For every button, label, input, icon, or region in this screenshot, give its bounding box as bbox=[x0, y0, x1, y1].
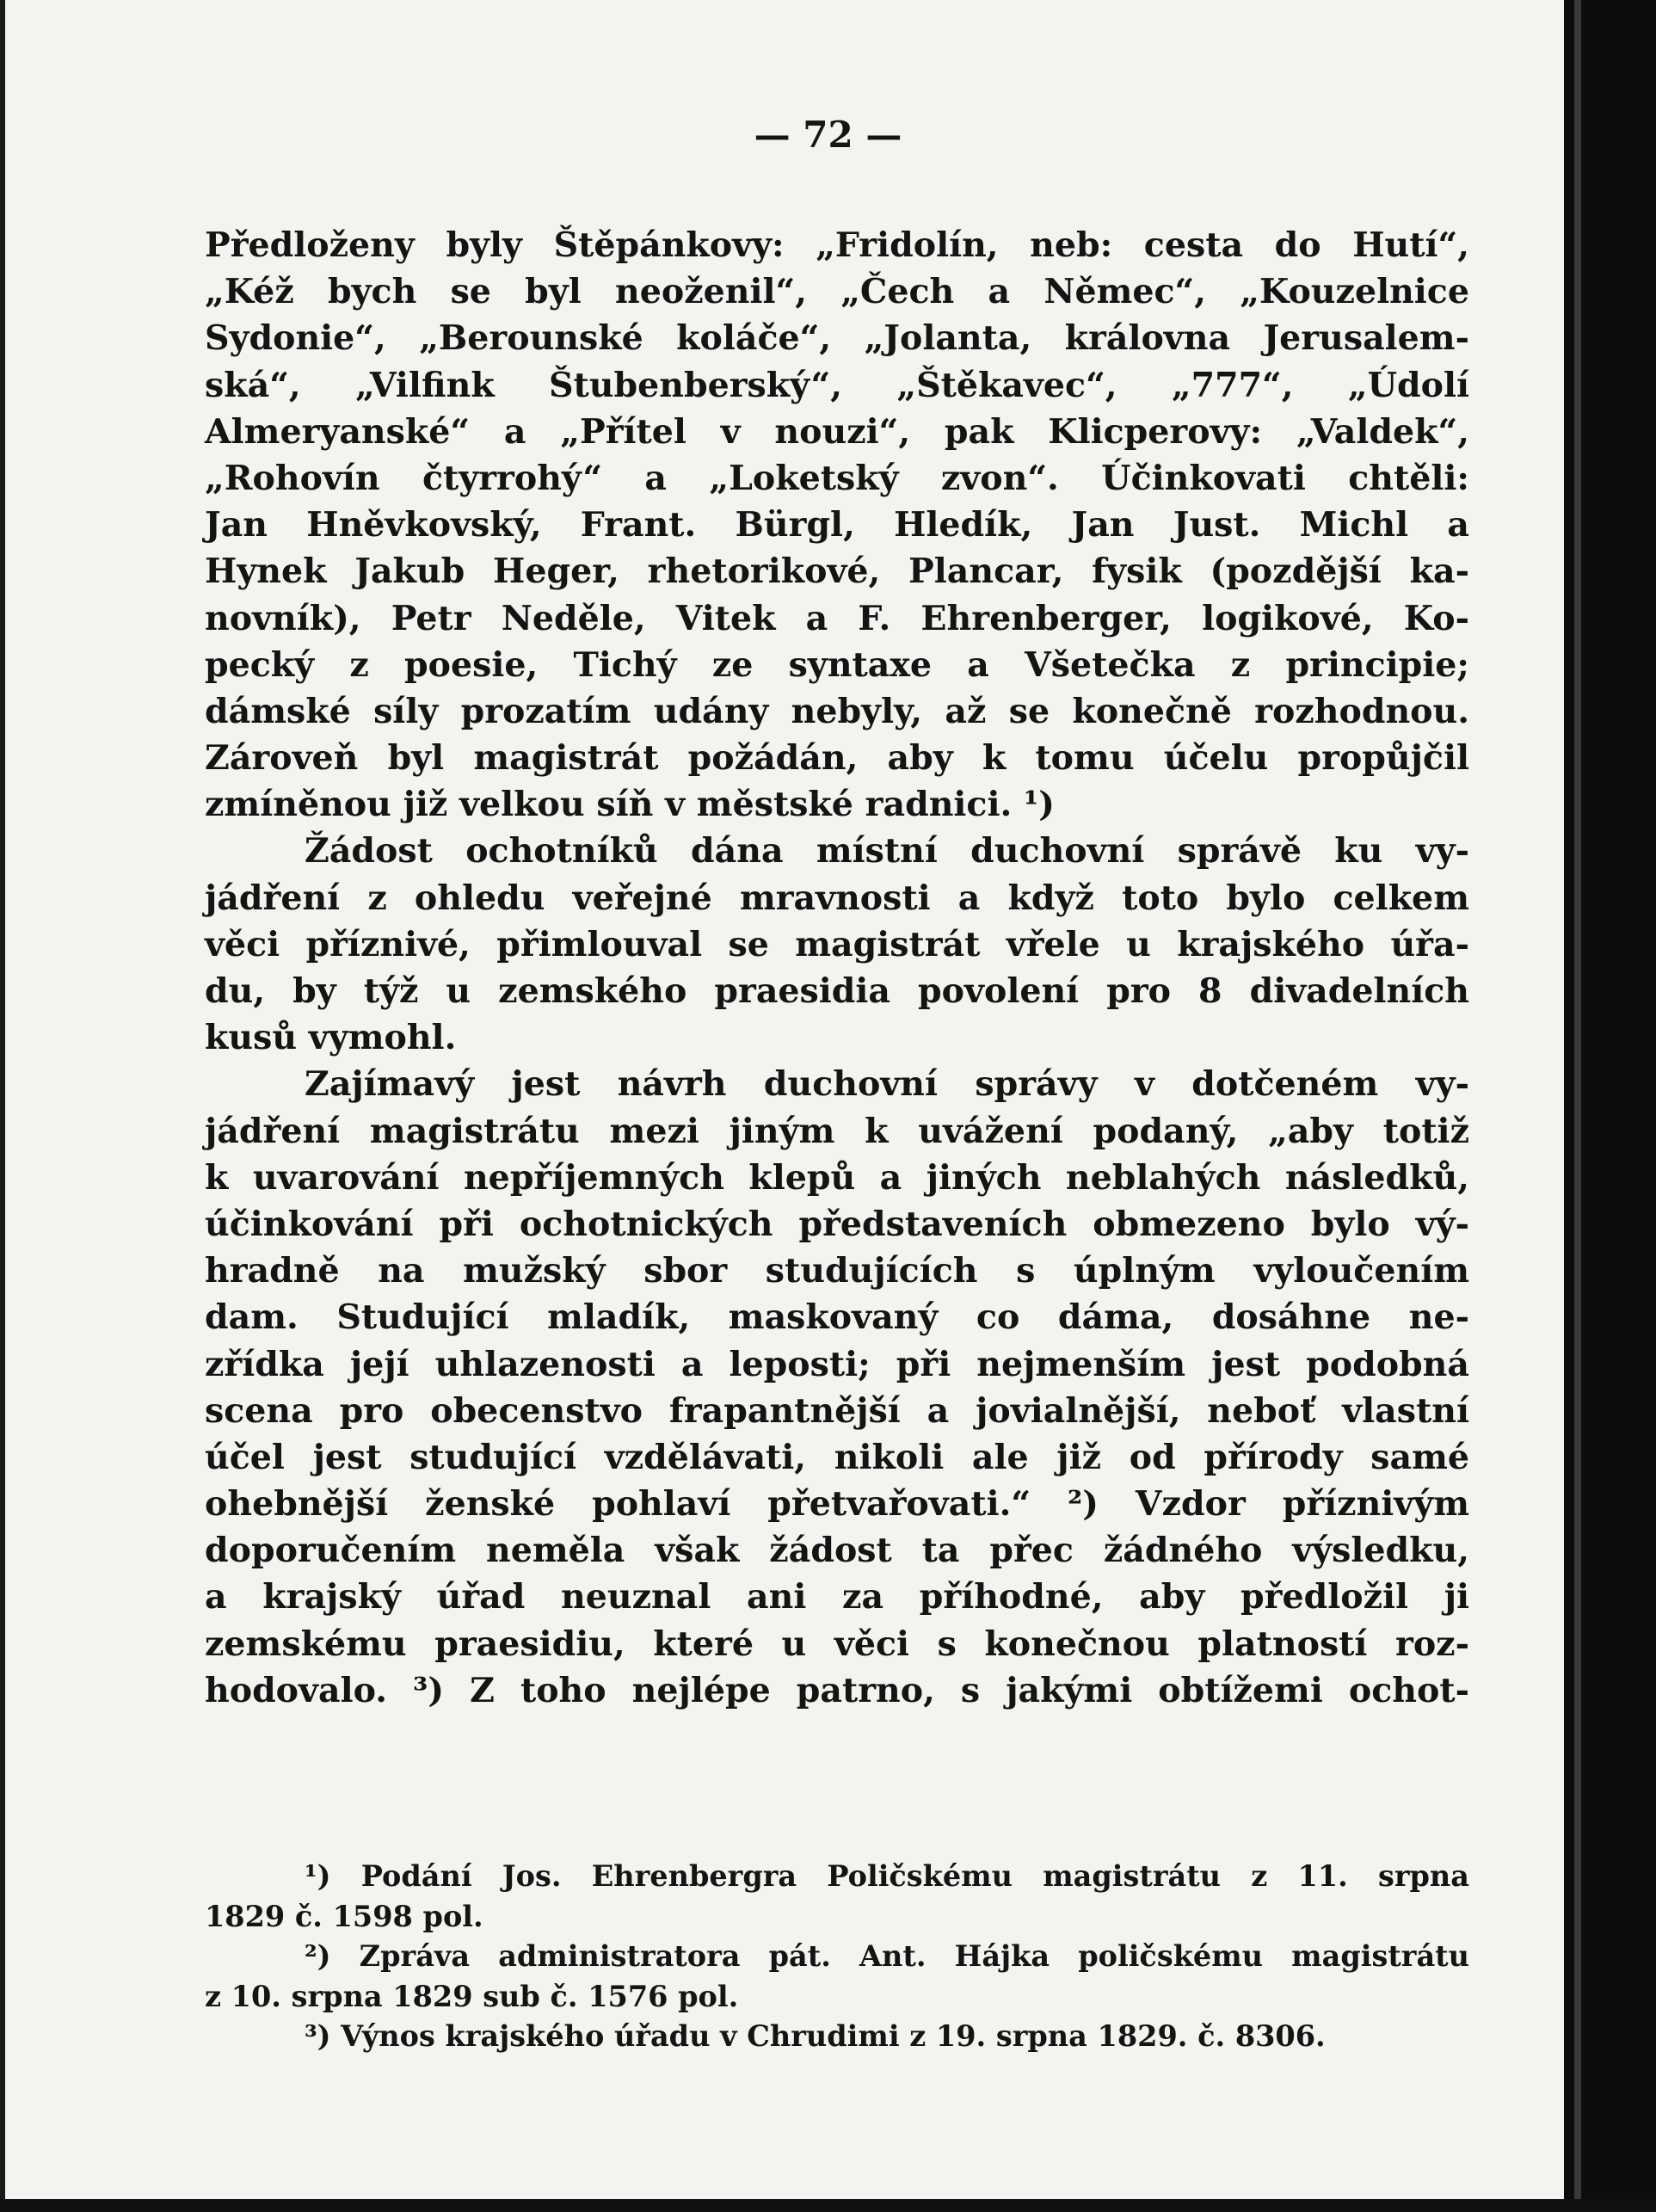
text-line: scena pro obecenstvo frapantnější a jovialnější, neboť vlastní bbox=[205, 1390, 1469, 1431]
text-line: účinkování při ochotnických představeních obmezeno bylo vý- bbox=[205, 1204, 1469, 1244]
text-line: jádření magistrátu mezi jiným k uvážení podaný, „aby totiž bbox=[205, 1111, 1469, 1151]
page-edge-bottom bbox=[0, 2199, 1656, 2212]
text-line: ská“, „Vilfink Štubenberský“, „Štěkavec“, „777“, „Údolí bbox=[205, 365, 1469, 405]
body-text bbox=[205, 222, 1469, 1714]
page-number: — 72 — bbox=[754, 114, 902, 156]
text-line: Předloženy byly Štěpánkovy: „Fridolín, neb: cesta do Hutí“, bbox=[205, 225, 1469, 265]
text-line: Zároveň byl magistrát požádán, aby k tomu účelu propůjčil bbox=[205, 738, 1469, 779]
text-line: účel jest studující vzdělávati, nikoli ale již od přírody samé bbox=[205, 1437, 1469, 1477]
text-line: kusů vymohl. bbox=[205, 1018, 457, 1058]
text-line: Almeryanské“ a „Přítel v nouzi“, pak Klicperovy: „Valdek“, bbox=[205, 411, 1469, 452]
paragraph-start-line: Žádost ochotníků dána místní duchovní správě ku vy- bbox=[305, 831, 1469, 872]
text-line: jádření z ohledu veřejné mravnosti a když toto bylo celkem bbox=[205, 878, 1469, 918]
text-line: du, by týž u zemského praesidia povolení pro 8 divadelních bbox=[205, 971, 1469, 1011]
text-line: zmíněnou již velkou síň v městské radnici. ¹) bbox=[205, 785, 1055, 825]
footnotes bbox=[205, 1857, 1469, 2057]
text-line: a krajský úřad neuznal ani za příhodné, aby předložil ji bbox=[205, 1577, 1469, 1617]
text-line: novník), Petr Neděle, Vitek a F. Ehrenberger, logikové, Ko- bbox=[205, 598, 1469, 638]
text-line: k uvarování nepříjemných klepů a jiných neblahých následků, bbox=[205, 1157, 1469, 1198]
text-line: dámské síly prozatím udány nebyly, až se konečně rozhodnou. bbox=[205, 691, 1469, 731]
text-line: „Rohovín čtyrrohý“ a „Loketský zvon“. Účinkovati chtěli: bbox=[205, 458, 1469, 498]
footnote-2-continuation: z 10. srpna 1829 sub č. 1576 pol. bbox=[205, 1979, 739, 2013]
text-line: zřídka její uhlazenosti a leposti; při nejmenším jest podobná bbox=[205, 1344, 1469, 1384]
text-line: zemskému praesidiu, které u věci s konečnou platností roz- bbox=[205, 1624, 1469, 1664]
text-line: věci příznivé, přimlouval se magistrát vřele u krajského úřa- bbox=[205, 924, 1469, 964]
footnote-1: ¹) Podání Jos. Ehrenbergra Poličskému magistrátu z 11. srpna bbox=[305, 1859, 1469, 1893]
text-line: Jan Hněvkovský, Frant. Bürgl, Hledík, Jan Just. Michl a bbox=[205, 505, 1469, 545]
text-line: dam. Studující mladík, maskovaný co dáma, dosáhne ne- bbox=[205, 1297, 1469, 1338]
page-edge-left bbox=[0, 0, 5, 2212]
text-line: Sydonie“, „Berounské koláče“, „Jolanta, královna Jerusalem- bbox=[205, 318, 1469, 359]
page-edge-right-shadow bbox=[1574, 0, 1581, 2212]
paragraph-start-line: Zajímavý jest návrh duchovní správy v dotčeném vy- bbox=[305, 1064, 1469, 1105]
text-line: „Kéž bych se byl neoženil“, „Čech a Němec“, „Kouzelnice bbox=[205, 272, 1469, 312]
text-line: doporučením neměla však žádost ta přec žádného výsledku, bbox=[205, 1531, 1469, 1571]
footnote-2: ²) Zpráva administratora pát. Ant. Hájka poličskému magistrátu bbox=[305, 1939, 1469, 1973]
text-line: hradně na mužský sbor studujících s úplným vyloučením bbox=[205, 1251, 1469, 1291]
text-line: hodovalo. ³) Z toho nejlépe patrno, s jakými obtížemi ochot- bbox=[205, 1670, 1469, 1710]
text-line: pecký z poesie, Tichý ze syntaxe a Všetečka z principie; bbox=[205, 644, 1469, 685]
footnote-3: ³) Výnos krajského úřadu v Chrudimi z 19. srpna 1829. č. 8306. bbox=[305, 2019, 1326, 2053]
text-line: ohebnější ženské pohlaví přetvařovati.“ ²) Vzdor příznivým bbox=[205, 1484, 1469, 1525]
text-line: Hynek Jakub Heger, rhetorikové, Plancar, fysik (pozdější ka- bbox=[205, 551, 1469, 592]
footnote-1-continuation: 1829 č. 1598 pol. bbox=[205, 1899, 483, 1933]
